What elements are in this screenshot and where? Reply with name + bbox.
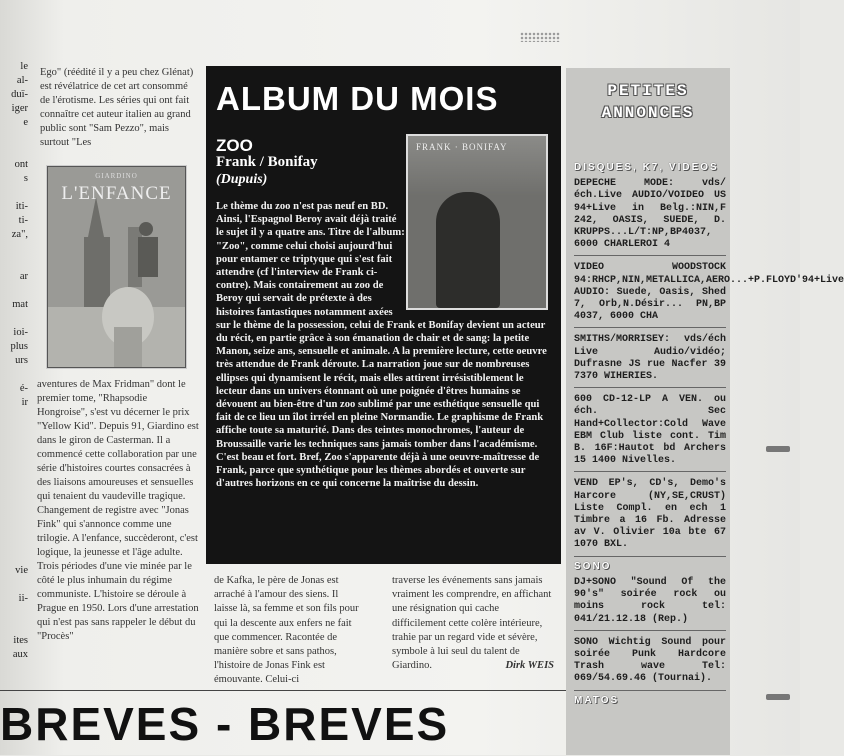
binder-clip [766, 694, 790, 700]
clipped-text-line: ir [21, 397, 28, 408]
album-review-text [216, 200, 556, 490]
clipped-text-line [0, 130, 28, 144]
clipped-text-line: duï- [11, 89, 28, 100]
clipped-text-line: za", [11, 229, 28, 240]
classified-ad: VEND EP's, CD's, Demo's Harcore (NY,SE,CRUST) Liste Compl. en ech 1 Timbre a 16 Fb. Adresse av V. Olivier 10a bte 67 1070 BXL. [574, 476, 726, 556]
classifieds-list [574, 158, 844, 709]
column4-text [392, 574, 554, 673]
clipped-text-line: e [23, 117, 28, 128]
clipped-text-line: vie [15, 565, 28, 576]
clipped-text-line [0, 186, 28, 200]
clipped-text-line: iger [11, 103, 28, 114]
lenfance-cover-image [47, 166, 186, 368]
clipped-text-line: ites [13, 635, 28, 646]
album-publisher: (Dupuis) [216, 172, 268, 187]
cover-publisher: GIARDINO [95, 172, 138, 180]
column1-bottom-text: aventures de Max Fridman" dont le premier tome, "Rhapsodie Hongroise", s'est vu décerner le prix "Yellow Kid". Depuis 91, Giardino est dans le giron de Casterman. Il a commencé cette collaboration par une série d'histoires courtes consacrées à des liaisons amoureuses et sensuelles qui tenaient du vaudeville tragique. Changement de registre avec "Jonas Fink" qui s'annonce comme une trilogie. A l'enfance, succèderont, c'est logique, la jeunesse et l'âge adulte. Trois périodes d'une vie minée par le côté le plus inhumain du régime communiste. L'histoire se déroule à Prague en 1950. Lors d'une arrestation qui n'est pas sans rappeler le début du "Procès" [37, 379, 199, 642]
cover-title: L'ENFANCE [61, 183, 172, 204]
signature: Dirk WEIS [505, 660, 554, 672]
clipped-text-line: s [23, 173, 28, 184]
clipped-text-line [0, 256, 28, 270]
zoo-cover-text: FRANK · BONIFAY [416, 142, 508, 152]
clipped-text-line: ar [19, 271, 28, 282]
clipped-text-line: ont [14, 159, 28, 170]
halftone-dots [520, 32, 560, 42]
clipped-text-line [0, 508, 28, 522]
breves-divider [0, 690, 566, 691]
clipped-text-line: plus [10, 341, 28, 352]
classified-ad: 600 CD-12-LP A VEN. ou éch. Sec Hand+Collector:Cold Wave EBM Club liste cont. Tim B. 16F:Hautot bd Archers 15 1400 Nivelles. [574, 392, 726, 472]
clipped-text-line [0, 424, 28, 438]
binder-clip [766, 446, 790, 452]
clipped-text-line: al- [16, 75, 28, 86]
classified-ad: VIDEO WOODSTOCK 94:RHCP,NIN,METALLICA,AERO...+P.FLOYD'94+Live AUDIO: Suede, Oasis, Shed 7, Orb,N.Désir... PN,BP 4037, 6000 CHA [574, 260, 726, 328]
clipped-left-column [0, 60, 28, 660]
classified-ad: DEPECHE MODE: vds/éch.Live AUDIO/VOIDEO US 94+Live in Belg.:NIN,F 242, OASIS, SUEDE, D. KRUPPS...L/T:NP,BP4037, 6000 CHARLEROI 4 [574, 176, 726, 256]
clipped-text-line: ii- [18, 593, 28, 604]
classified-ad: SMITHS/MORRISEY: vds/éch Live Audio/vidéo; Dufrasne JS rue Nacfer 39 7370 WIHERIES. [574, 332, 726, 388]
petites-annonces-panel [566, 68, 844, 755]
clipped-text-line [0, 578, 28, 592]
album-du-mois-box [206, 66, 561, 564]
petites-annonces-heading [566, 80, 730, 124]
clipped-text-line: iti- [15, 201, 28, 212]
clipped-text-line: ioi- [13, 327, 28, 338]
classified-ad: DJ+SONO "Sound Of the 90's" soirée rock ou moins rock tel: 041/21.12.18 (Rep.) [574, 575, 726, 631]
clipped-text-line [0, 522, 28, 536]
clipped-text-line [0, 606, 28, 620]
column3-text: de Kafka, le père de Jonas est arraché à l'amour des siens. Il laisse là, sa femme et son fils pour qui la descente aux enfers ne fait que commencer. Racontée de manière sobre et sans pathos, l'histoire de Jonas Fink est émouvante. Celui-ci [214, 575, 359, 686]
clipped-text-line: urs [15, 355, 28, 366]
heading-line1: PETITES [607, 82, 689, 100]
clipped-text-line [0, 536, 28, 550]
clipped-text-line [0, 410, 28, 424]
section-matos: MATOS [574, 694, 620, 706]
clipped-text-line [0, 438, 28, 452]
clipped-text-line [0, 368, 28, 382]
column1-top-text: Ego" (réédité il y a peu chez Glénat) est révélatrice de cet art consommé de l'érotisme. Les séries qui ont fait connaître cet auteur italien au grand public sont "Sam Pezzo", mais surtout "Les [40, 67, 194, 148]
clipped-text-line [0, 480, 28, 494]
album-body-text: Le thème du zoo n'est pas neuf en BD. Ainsi, l'Espagnol Beroy avait déjà traité le sujet il y a quatre ans. Titre de l'album: "Zoo", comme celui choisi aujourd'hui pour entamer ce triptyque qui s'est fait attendre (cf l'interview de Frank ci-contre). Mais contairement au zoo de Beroy qui servait de prétexte à des histoires fantastiques notamment axées sur le thème de la possession, celui de Frank et Bonifay devient un acteur du récit, en partie grâce à son émanation de chair et de sang: la petite Manon, seize ans, sensuelle et animale. A la première lecture, cette oeuvre très attendue de Frank déroute. La narration joue sur de nombreuses ellipses qui dynamisent le récit, mais elles attirent irrésistiblement le lecteur dans un univers étonnant où une poignée d'êtres humains se dévouent au bien-être d'un zoo sublimé par une esthétique sensuelle qui fait de ce lieu un îlot irréel en pleine Normandie. Le graphisme de Frank affiche toute sa maturité. Dans des teintes monochromes, l'auteur de Broussaille varie les techniques sans jamais tomber dans l'académisme. C'est beau et fort. Bref, Zoo s'apparente déjà à une oeuvre-maîtresse de Frank, parce que synthétique pour les thèmes abordés et ouverte sur d'autres horizons en ce qui concerne la maîtrise du dessin. [216, 201, 547, 490]
section-disques: DISQUES, K7, VIDEOS [574, 162, 719, 173]
heading-line2: ANNONCES [601, 104, 695, 122]
clipped-text-line [0, 284, 28, 298]
clipped-text-line [0, 144, 28, 158]
clipped-text-line [0, 452, 28, 466]
section-sono: SONO [574, 560, 612, 572]
clipped-text-line: le [20, 61, 28, 72]
clipped-text-line [0, 620, 28, 634]
clipped-text-line: mat [12, 299, 28, 310]
column4-body: traverse les événements sans jamais vraiment les comprendre, en affichant une résignation qui cache difficilement cette colère intérieure, trahie par un regard vide et sévère, symbole à lui seul du talent de Giardino. [392, 575, 552, 672]
album-title: ZOO [216, 136, 253, 155]
album-heading: ALBUM DU MOIS [216, 80, 499, 117]
clipped-text-line: aux [12, 649, 28, 660]
classified-ad: SONO Wichtig Sound pour soirée Punk Hardcore Trash wave Tel: 069/54.69.46 (Tournai). [574, 635, 726, 691]
clipped-text-line: é- [19, 383, 28, 394]
clipped-text-line [0, 466, 28, 480]
clipped-text-line [0, 550, 28, 564]
clipped-text-line: ti- [18, 215, 28, 226]
clipped-text-line [0, 494, 28, 508]
album-authors: Frank / Bonifay [216, 154, 318, 170]
breves-banner: BREVES - BREVES [0, 698, 450, 750]
clipped-text-line [0, 242, 28, 256]
clipped-text-line [0, 312, 28, 326]
